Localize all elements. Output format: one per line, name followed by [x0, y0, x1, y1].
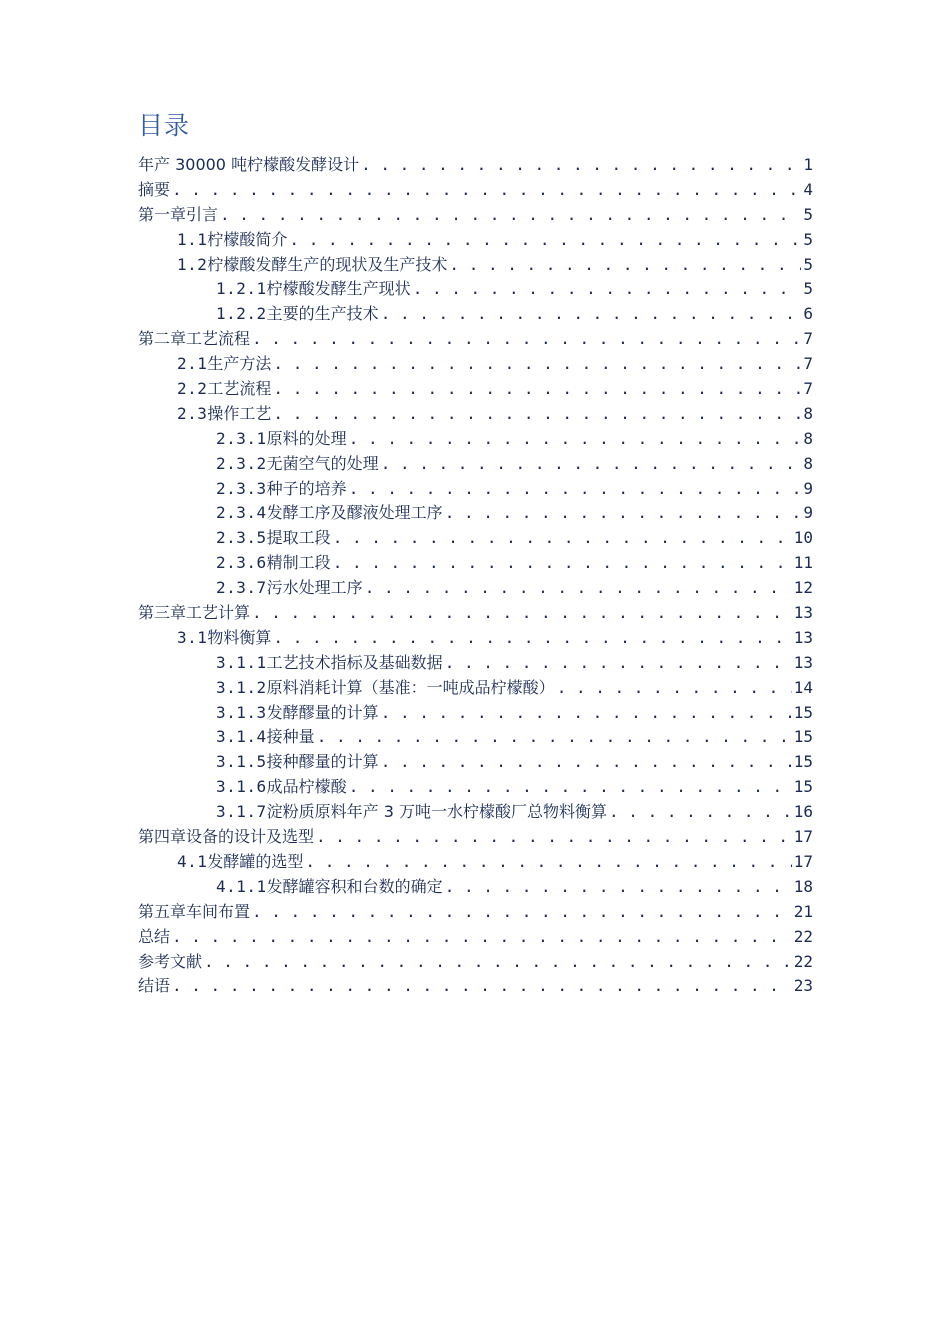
toc-entry-number: 2.2: [177, 379, 208, 399]
dot-leader: [349, 775, 792, 800]
toc-entry-page-number: 14: [793, 677, 813, 697]
toc-entry-title: 精制工段: [266, 553, 331, 573]
toc-entry-page-number: 15: [793, 777, 813, 797]
toc-entry-title: 工艺技术指标及基础数据: [266, 652, 443, 672]
toc-entry-title: 第三章工艺计算: [138, 603, 251, 623]
toc-entry-title: 污水处理工序: [266, 578, 363, 598]
toc-entry-page-number: 23: [793, 976, 813, 996]
toc-entry-title: 原料消耗计算（基准：一吨成品柠檬酸）: [266, 677, 555, 697]
toc-entry-page-number: 17: [793, 851, 813, 871]
dot-leader: [220, 203, 801, 228]
toc-entry-page-number: 7: [803, 379, 813, 399]
toc-entry-title: 第一章引言: [138, 204, 219, 224]
toc-entry-number: 3.1.3: [216, 702, 267, 722]
toc-entry-number: 2.3.3: [216, 478, 267, 498]
toc-entry-page-number: 22: [793, 951, 813, 971]
toc-entry-title: 接种量: [266, 727, 315, 747]
toc-entry[interactable]: [138, 800, 813, 825]
toc-entry[interactable]: [138, 402, 813, 427]
toc-entry-number: 1.2: [177, 254, 208, 274]
toc-entry[interactable]: [138, 253, 813, 278]
dot-leader: [273, 626, 791, 651]
toc-entry-title: 柠檬酸发酵生产的现状及生产技术: [207, 254, 448, 274]
toc-entry-number: 3.1.6: [216, 777, 267, 797]
dot-leader: [349, 477, 802, 502]
toc-entry-title: 成品柠檬酸: [266, 777, 347, 797]
toc-entry-title: 柠檬酸简介: [207, 229, 288, 249]
toc-entry-number: 1.2.2: [216, 304, 267, 324]
toc-entry-page-number: 7: [803, 329, 813, 349]
toc-entry[interactable]: [138, 601, 813, 626]
toc-entry[interactable]: [138, 228, 813, 253]
toc-entry-page-number: 5: [803, 204, 813, 224]
toc-entry-number: 2.3.5: [216, 528, 267, 548]
toc-entry-number: 2.3.6: [216, 553, 267, 573]
toc-entry-title: 第四章设备的设计及选型: [138, 827, 315, 847]
toc-entry-page-number: 9: [803, 478, 813, 498]
toc-entry-page-number: 13: [793, 603, 813, 623]
toc-entry[interactable]: [138, 950, 813, 975]
toc-entry-page-number: 7: [803, 354, 813, 374]
toc-entry-title: 发酵罐的选型: [207, 851, 304, 871]
dot-leader: [445, 501, 802, 526]
toc-entry[interactable]: [138, 178, 813, 203]
toc-entry-page-number: 11: [793, 553, 813, 573]
toc-entry-number: 3.1.7: [216, 802, 267, 822]
dot-leader: [172, 925, 792, 950]
dot-leader: [381, 750, 792, 775]
toc-entry-number: 3.1.4: [216, 727, 267, 747]
toc-entry[interactable]: [138, 850, 813, 875]
dot-leader: [204, 950, 792, 975]
toc-entry-title: 发酵工序及醪液处理工序: [266, 503, 443, 523]
toc-entry-title: 种子的培养: [266, 478, 347, 498]
dot-leader: [273, 402, 801, 427]
toc-entry-title: 物料衡算: [207, 627, 272, 647]
toc-entry-title: 操作工艺: [207, 403, 272, 423]
toc-entry[interactable]: [138, 377, 813, 402]
dot-leader: [172, 178, 801, 203]
toc-entry-title: 年产 30000 吨柠檬酸发酵设计: [138, 155, 360, 174]
toc-entry-page-number: 16: [793, 802, 813, 822]
toc-entry[interactable]: [138, 302, 813, 327]
toc-entry-number: 1.2.1: [216, 279, 267, 299]
dot-leader: [333, 526, 792, 551]
toc-entry[interactable]: [138, 750, 813, 775]
toc-entry-number: 4.1.1: [216, 876, 267, 896]
toc-entry-number: 2.1: [177, 354, 208, 374]
toc-entry[interactable]: [138, 651, 813, 676]
toc-entry[interactable]: [138, 974, 813, 999]
dot-leader: [252, 327, 801, 352]
toc-entry-number: 1.1: [177, 229, 208, 249]
dot-leader: [305, 850, 791, 875]
toc-entry-title: 无菌空气的处理: [266, 453, 379, 473]
toc-entry-page-number: 17: [793, 827, 813, 847]
toc-entry[interactable]: [138, 153, 813, 178]
toc-entry-page-number: 13: [793, 627, 813, 647]
toc-entry-title: 提取工段: [266, 528, 331, 548]
toc-list: [138, 153, 813, 999]
toc-entry[interactable]: [138, 925, 813, 950]
toc-entry-page-number: 8: [803, 403, 813, 423]
toc-entry[interactable]: [138, 526, 813, 551]
toc-entry-page-number: 15: [793, 752, 813, 772]
toc-entry-title: 摘要: [138, 179, 171, 199]
toc-entry[interactable]: [138, 701, 813, 726]
toc-entry[interactable]: [138, 427, 813, 452]
toc-entry-page-number: 12: [793, 578, 813, 598]
toc-entry-title: 生产方法: [207, 354, 272, 374]
dot-leader: [172, 974, 792, 999]
toc-entry-title: 柠檬酸发酵生产现状: [266, 279, 411, 299]
toc-entry-number: 2.3.2: [216, 453, 267, 473]
toc-entry-title: 主要的生产技术: [266, 304, 379, 324]
dot-leader: [557, 676, 792, 701]
toc-entry[interactable]: [138, 501, 813, 526]
dot-leader: [333, 551, 792, 576]
toc-entry-page-number: 15: [793, 702, 813, 722]
toc-entry-page-number: 5: [803, 229, 813, 249]
toc-entry[interactable]: [138, 900, 813, 925]
dot-leader: [609, 800, 792, 825]
toc-entry-number: 2.3: [177, 403, 208, 423]
dot-leader: [381, 302, 802, 327]
toc-entry-title: 结语: [138, 976, 171, 996]
toc-entry[interactable]: [138, 676, 813, 701]
dot-leader: [381, 452, 802, 477]
dot-leader: [361, 153, 801, 178]
toc-entry-number: 3.1: [177, 627, 208, 647]
toc-entry[interactable]: [138, 352, 813, 377]
toc-entry-number: 3.1.5: [216, 752, 267, 772]
dot-leader: [317, 725, 792, 750]
toc-entry-page-number: 18: [793, 876, 813, 896]
toc-entry-title: 第二章工艺流程: [138, 329, 251, 349]
dot-leader: [252, 900, 792, 925]
toc-entry[interactable]: [138, 576, 813, 601]
toc-entry-page-number: 8: [803, 428, 813, 448]
dot-leader: [449, 253, 801, 278]
dot-leader: [445, 875, 792, 900]
toc-entry-number: 3.1.2: [216, 677, 267, 697]
toc-heading: 目录: [138, 111, 191, 140]
toc-entry-title: 参考文献: [138, 951, 203, 971]
toc-entry-title: 发酵醪量的计算: [266, 702, 379, 722]
toc-entry[interactable]: [138, 626, 813, 651]
toc-entry-page-number: 1: [803, 155, 813, 174]
toc-entry-title: 接种醪量的计算: [266, 752, 379, 772]
toc-entry-page-number: 10: [793, 528, 813, 548]
dot-leader: [316, 825, 792, 850]
toc-entry[interactable]: [138, 551, 813, 576]
dot-leader: [273, 377, 801, 402]
toc-entry[interactable]: [138, 875, 813, 900]
toc-entry[interactable]: [138, 725, 813, 750]
toc-entry[interactable]: [138, 825, 813, 850]
toc-entry-number: 3.1.1: [216, 652, 267, 672]
toc-entry-page-number: 4: [803, 179, 813, 199]
toc-entry-title: 发酵罐容积和台数的确定: [266, 876, 443, 896]
toc-entry-page-number: 6: [803, 304, 813, 324]
toc-entry-page-number: 15: [793, 727, 813, 747]
dot-leader: [365, 576, 792, 601]
toc-entry[interactable]: [138, 203, 813, 228]
dot-leader: [381, 701, 792, 726]
dot-leader: [413, 277, 802, 302]
toc-entry-page-number: 13: [793, 652, 813, 672]
toc-entry-page-number: 22: [793, 926, 813, 946]
toc-entry-title: 第五章车间布置: [138, 901, 251, 921]
toc-entry-title: 工艺流程: [207, 379, 272, 399]
dot-leader: [273, 352, 801, 377]
toc-entry-page-number: 5: [803, 254, 813, 274]
toc-entry-number: 2.3.7: [216, 578, 267, 598]
toc-entry-title: 淀粉质原料年产 3 万吨一水柠檬酸厂总物料衡算: [266, 802, 608, 822]
toc-entry[interactable]: [138, 277, 813, 302]
toc-entry-title: 总结: [138, 926, 171, 946]
toc-entry-number: 2.3.4: [216, 503, 267, 523]
toc-entry-page-number: 8: [803, 453, 813, 473]
dot-leader: [349, 427, 802, 452]
toc-entry-page-number: 21: [793, 901, 813, 921]
dot-leader: [289, 228, 801, 253]
toc-entry[interactable]: [138, 327, 813, 352]
dot-leader: [252, 601, 792, 626]
dot-leader: [445, 651, 792, 676]
toc-entry-number: 2.3.1: [216, 428, 267, 448]
toc-entry-title: 原料的处理: [266, 428, 347, 448]
toc-entry[interactable]: [138, 477, 813, 502]
toc-entry-number: 4.1: [177, 851, 208, 871]
toc-entry-page-number: 9: [803, 503, 813, 523]
toc-entry[interactable]: [138, 775, 813, 800]
toc-entry[interactable]: [138, 452, 813, 477]
toc-entry-page-number: 5: [803, 279, 813, 299]
